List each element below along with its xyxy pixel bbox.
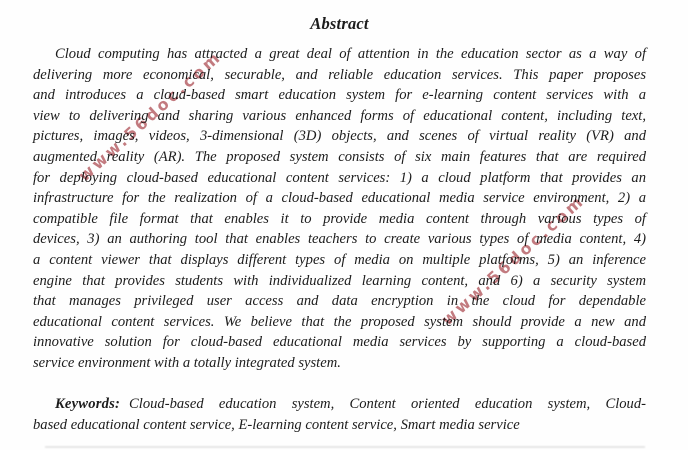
abstract-line: and introduces a cloud-based smart education system for e-learning content services with a [33,87,646,104]
abstract-line: innovative solution for cloud-based educational media services by supporting a cloud-based [33,334,646,351]
keywords-text: Cloud-based education system, Content oriented education system, Cloud- [129,396,646,413]
abstract-line: educational content services. We believe that the proposed system should provide a new and [33,313,646,330]
abstract-line: service environment with a totally integrated system. [33,354,341,371]
abstract-line: that manages privileged user access and data encryption in the cloud for dependable [33,293,646,310]
watermark-text: www.56doc.com [437,190,589,330]
abstract-paragraph [33,44,646,374]
abstract-line: compatible file format that enables it to provide media content through various types of [33,210,646,227]
abstract-line: view to delivering and sharing various enhanced forms of educational content, including text, [33,107,646,124]
abstract-line: delivering more economical, securable, and reliable education services. This paper proposes [33,66,646,83]
abstract-line: for deploying cloud-based educational content services: 1) a cloud platform that provides an [33,169,646,186]
abstract-line: augmented reality (AR). The proposed system consists of six main features that are required [33,148,646,165]
abstract-line: pictures, images, videos, 3-dimensional (3D) objects, and scenes of virtual reality (VR) and [33,128,646,145]
abstract-line: infrastructure for the realization of a cloud-based educational media service environment, 2) a [33,190,646,207]
scan-artifact [45,446,645,448]
watermark-text: www.56doc.com [74,46,226,186]
abstract-line: a content viewer that displays different types of media on multiple platforms, 5) an inference [33,251,646,268]
keywords-line: based educational content service, E-learning content service, Smart media service [33,416,520,433]
keywords-paragraph [33,394,646,435]
keywords-label: Keywords: [55,396,121,413]
abstract-heading: Abstract [310,14,369,33]
keywords-line [33,394,646,415]
abstract-line: engine that provides students with individualized learning content, and 6) a security system [33,272,646,289]
abstract-section [33,14,646,435]
abstract-line: Cloud computing has attracted a great deal of attention in the education sector as a way of [55,46,646,62]
abstract-line: devices, 3) an authoring tool that enables teachers to create various types of media content, 4) [33,231,646,248]
